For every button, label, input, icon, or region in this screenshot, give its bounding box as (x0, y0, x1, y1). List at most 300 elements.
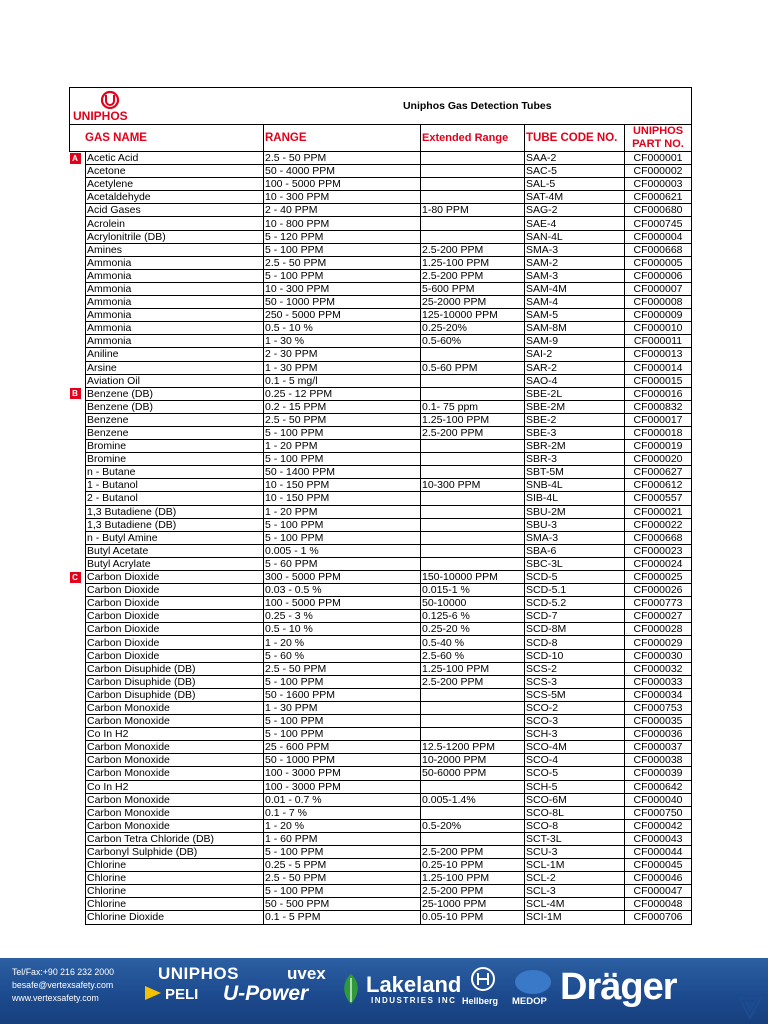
gas-name-cell: Acetone (86, 165, 264, 178)
extended-range-cell (421, 387, 525, 400)
tube-code-cell: SCT-3L (525, 832, 625, 845)
table-row (70, 793, 692, 806)
section-letter-cell (70, 806, 86, 819)
range-cell: 10 - 300 PPM (264, 282, 421, 295)
section-letter-cell (70, 309, 86, 322)
part-no-cell: CF000027 (625, 610, 692, 623)
header-gas-name: GAS NAME (70, 125, 264, 152)
table-row (70, 701, 692, 714)
gas-name-cell: Carbon Dioxide (86, 610, 264, 623)
tube-code-cell: SAM-8M (525, 322, 625, 335)
table-row (70, 322, 692, 335)
extended-range-cell (421, 466, 525, 479)
table-row (70, 911, 692, 924)
section-letter-cell (70, 688, 86, 701)
header-tube-code: TUBE CODE NO. (525, 125, 625, 152)
part-no-cell: CF000750 (625, 806, 692, 819)
section-letter-cell (70, 623, 86, 636)
part-no-cell: CF000026 (625, 584, 692, 597)
range-cell: 2 - 30 PPM (264, 348, 421, 361)
section-letter-cell (70, 859, 86, 872)
table-row (70, 872, 692, 885)
extended-range-cell: 50-6000 PPM (421, 767, 525, 780)
section-letter-cell (70, 269, 86, 282)
range-cell: 5 - 100 PPM (264, 728, 421, 741)
hellberg-logo-icon (470, 966, 496, 992)
section-letter-cell (70, 479, 86, 492)
uniphos-logo-icon (72, 90, 150, 122)
tube-code-cell: SCO-6M (525, 793, 625, 806)
range-cell: 0.5 - 10 % (264, 623, 421, 636)
gas-name-cell: Chlorine Dioxide (86, 911, 264, 924)
part-no-cell: CF000017 (625, 413, 692, 426)
extended-range-cell: 125-10000 PPM (421, 309, 525, 322)
tube-code-cell: SCD-5 (525, 571, 625, 584)
contact-email: besafe@vertexsafety.com (12, 980, 114, 990)
gas-name-cell: n - Butyl Amine (86, 531, 264, 544)
section-letter-cell (70, 204, 86, 217)
obur-logo-icon (515, 970, 551, 994)
section-letter-cell (70, 701, 86, 714)
section-letter-cell (70, 178, 86, 191)
gas-name-cell: 1 - Butanol (86, 479, 264, 492)
part-no-cell: CF000706 (625, 911, 692, 924)
tube-code-cell: SAM-4 (525, 296, 625, 309)
part-no-cell: CF000011 (625, 335, 692, 348)
range-cell: 5 - 100 PPM (264, 675, 421, 688)
tube-code-cell: SBA-6 (525, 544, 625, 557)
extended-range-cell (421, 780, 525, 793)
gas-name-cell: Carbon Monoxide (86, 754, 264, 767)
range-cell: 100 - 3000 PPM (264, 767, 421, 780)
gas-name-cell: Ammonia (86, 309, 264, 322)
range-cell: 1 - 60 PPM (264, 832, 421, 845)
tube-code-cell: SBU-3 (525, 518, 625, 531)
part-no-cell: CF000013 (625, 348, 692, 361)
tube-code-cell: SCS-2 (525, 662, 625, 675)
extended-range-cell (421, 492, 525, 505)
part-no-cell: CF000010 (625, 322, 692, 335)
table-row (70, 610, 692, 623)
part-no-cell: CF000004 (625, 230, 692, 243)
tube-code-cell: SAR-2 (525, 361, 625, 374)
gas-name-cell: Carbon Tetra Chloride (DB) (86, 832, 264, 845)
footer-banner (0, 958, 768, 1024)
extended-range-cell (421, 701, 525, 714)
section-letter-cell (70, 662, 86, 675)
section-letter-cell (70, 610, 86, 623)
extended-range-cell: 2.5-200 PPM (421, 845, 525, 858)
table-row (70, 374, 692, 387)
table-row (70, 282, 692, 295)
part-no-cell: CF000038 (625, 754, 692, 767)
extended-range-cell (421, 544, 525, 557)
gas-name-cell: Carbon Disuphide (DB) (86, 688, 264, 701)
section-letter-cell (70, 413, 86, 426)
part-no-cell: CF000043 (625, 832, 692, 845)
part-no-cell: CF000014 (625, 361, 692, 374)
section-letter-cell (70, 256, 86, 269)
table-row (70, 531, 692, 544)
extended-range-cell: 0.1- 75 ppm (421, 400, 525, 413)
logo-text: UNIPHOS (73, 109, 128, 122)
gas-name-cell: Benzene (86, 413, 264, 426)
part-no-cell: CF000040 (625, 793, 692, 806)
tube-code-cell: SCO-8L (525, 806, 625, 819)
section-letter-cell (70, 492, 86, 505)
table-row (70, 636, 692, 649)
gas-name-cell: Carbonyl Sulphide (DB) (86, 845, 264, 858)
table-row (70, 518, 692, 531)
extended-range-cell (421, 505, 525, 518)
brand-hellberg: Hellberg (462, 996, 499, 1006)
range-cell: 2.5 - 50 PPM (264, 152, 421, 165)
tube-code-cell: SCL-3 (525, 885, 625, 898)
section-letter-badge: C (70, 572, 81, 583)
range-cell: 50 - 1400 PPM (264, 466, 421, 479)
brand-peli: PELI (165, 986, 199, 1003)
section-letter-cell (70, 767, 86, 780)
extended-range-cell (421, 191, 525, 204)
table-row (70, 178, 692, 191)
section-letter-cell (70, 597, 86, 610)
gas-name-cell: Acid Gases (86, 204, 264, 217)
extended-range-cell (421, 832, 525, 845)
table-row (70, 296, 692, 309)
tube-code-cell: SAA-2 (525, 152, 625, 165)
contact-info (12, 966, 114, 1005)
tube-code-cell: SBU-2M (525, 505, 625, 518)
table-row (70, 453, 692, 466)
part-no-cell: CF000035 (625, 715, 692, 728)
extended-range-cell: 0.5-60% (421, 335, 525, 348)
part-no-cell: CF000048 (625, 898, 692, 911)
gas-name-cell: Chlorine (86, 872, 264, 885)
section-letter-cell (70, 282, 86, 295)
section-letter-cell (70, 230, 86, 243)
gas-name-cell: Butyl Acetate (86, 544, 264, 557)
section-letter-cell (70, 152, 86, 165)
range-cell: 2 - 40 PPM (264, 204, 421, 217)
tube-code-cell: SCI-1M (525, 911, 625, 924)
gas-name-cell: Acetic Acid (86, 152, 264, 165)
tube-code-cell: SAN-4L (525, 230, 625, 243)
range-cell: 2.5 - 50 PPM (264, 662, 421, 675)
section-letter-cell (70, 872, 86, 885)
gas-name-cell: Carbon Monoxide (86, 793, 264, 806)
gas-name-cell: Carbon Disuphide (DB) (86, 675, 264, 688)
part-no-cell: CF000024 (625, 557, 692, 570)
extended-range-cell (421, 152, 525, 165)
tube-code-cell: SCH-3 (525, 728, 625, 741)
range-cell: 5 - 100 PPM (264, 269, 421, 282)
part-no-cell: CF000030 (625, 649, 692, 662)
gas-name-cell: Benzene (86, 426, 264, 439)
section-letter-cell (70, 191, 86, 204)
tube-code-cell: SCO-4M (525, 741, 625, 754)
section-letter-cell (70, 400, 86, 413)
range-cell: 2.5 - 50 PPM (264, 413, 421, 426)
gas-name-cell: Chlorine (86, 898, 264, 911)
header-extended-range: Extended Range (421, 125, 525, 152)
extended-range-cell: 50-10000 (421, 597, 525, 610)
range-cell: 5 - 100 PPM (264, 845, 421, 858)
part-no-cell: CF000044 (625, 845, 692, 858)
contact-phone: Tel/Fax:+90 216 232 2000 (12, 967, 114, 977)
range-cell: 0.005 - 1 % (264, 544, 421, 557)
range-cell: 5 - 100 PPM (264, 243, 421, 256)
extended-range-cell (421, 178, 525, 191)
extended-range-cell: 0.25-20% (421, 322, 525, 335)
part-no-cell: CF000036 (625, 728, 692, 741)
gas-name-cell: Acrolein (86, 217, 264, 230)
table-row (70, 623, 692, 636)
range-cell: 5 - 60 % (264, 649, 421, 662)
table-row (70, 440, 692, 453)
extended-range-cell: 2.5-60 % (421, 649, 525, 662)
tube-code-cell: SCU-3 (525, 845, 625, 858)
extended-range-cell (421, 806, 525, 819)
table-row (70, 505, 692, 518)
section-letter-cell (70, 505, 86, 518)
gas-name-cell: Butyl Acrylate (86, 557, 264, 570)
gas-name-cell: Carbon Monoxide (86, 701, 264, 714)
section-letter-cell (70, 387, 86, 400)
section-letter-cell (70, 819, 86, 832)
section-letter-cell (70, 322, 86, 335)
table-row (70, 152, 692, 165)
table-row (70, 898, 692, 911)
tube-code-cell: SCO-4 (525, 754, 625, 767)
part-no-cell: CF000037 (625, 741, 692, 754)
tube-code-cell: SIB-4L (525, 492, 625, 505)
tube-code-cell: SBT-5M (525, 466, 625, 479)
section-letter-cell (70, 348, 86, 361)
section-letter-cell (70, 531, 86, 544)
extended-range-cell (421, 557, 525, 570)
brand-medop: MEDOP (512, 996, 547, 1007)
table-row (70, 728, 692, 741)
range-cell: 2.5 - 50 PPM (264, 256, 421, 269)
range-cell: 50 - 500 PPM (264, 898, 421, 911)
part-no-cell: CF000047 (625, 885, 692, 898)
range-cell: 0.1 - 5 mg/l (264, 374, 421, 387)
part-no-cell: CF000020 (625, 453, 692, 466)
range-cell: 1 - 20 % (264, 636, 421, 649)
range-cell: 10 - 150 PPM (264, 479, 421, 492)
vertex-logo-icon (737, 994, 763, 1020)
brand-lakeland: Lakeland (366, 972, 462, 997)
part-no-cell: CF000033 (625, 675, 692, 688)
part-no-cell: CF000028 (625, 623, 692, 636)
section-letter-cell (70, 675, 86, 688)
section-letter-cell (70, 845, 86, 858)
gas-name-cell: Carbon Monoxide (86, 806, 264, 819)
tube-code-cell: SAM-5 (525, 309, 625, 322)
part-no-cell: CF000668 (625, 531, 692, 544)
part-no-cell: CF000745 (625, 217, 692, 230)
extended-range-cell: 0.015-1 % (421, 584, 525, 597)
part-no-cell: CF000008 (625, 296, 692, 309)
part-no-cell: CF000021 (625, 505, 692, 518)
extended-range-cell (421, 531, 525, 544)
range-cell: 10 - 800 PPM (264, 217, 421, 230)
section-letter-cell (70, 361, 86, 374)
range-cell: 5 - 100 PPM (264, 518, 421, 531)
gas-name-cell: Carbon Dioxide (86, 649, 264, 662)
logo-cell (70, 88, 264, 125)
section-letter-cell (70, 649, 86, 662)
part-no-cell: CF000003 (625, 178, 692, 191)
extended-range-cell (421, 440, 525, 453)
section-letter-cell (70, 571, 86, 584)
table-row (70, 243, 692, 256)
range-cell: 10 - 150 PPM (264, 492, 421, 505)
range-cell: 0.1 - 7 % (264, 806, 421, 819)
table-row (70, 269, 692, 282)
table-row (70, 662, 692, 675)
gas-name-cell: Amines (86, 243, 264, 256)
part-no-cell: CF000832 (625, 400, 692, 413)
tube-code-cell: SAG-2 (525, 204, 625, 217)
part-no-cell: CF000015 (625, 374, 692, 387)
tube-code-cell: SBE-2L (525, 387, 625, 400)
gas-name-cell: Co In H2 (86, 780, 264, 793)
gas-name-cell: Ammonia (86, 282, 264, 295)
tube-code-cell: SAC-5 (525, 165, 625, 178)
range-cell: 100 - 5000 PPM (264, 597, 421, 610)
part-no-cell: CF000773 (625, 597, 692, 610)
section-letter-cell (70, 741, 86, 754)
table-row (70, 859, 692, 872)
extended-range-cell (421, 518, 525, 531)
table-row (70, 361, 692, 374)
tube-code-cell: SCL-1M (525, 859, 625, 872)
part-no-cell: CF000025 (625, 571, 692, 584)
tube-code-cell: SCD-10 (525, 649, 625, 662)
part-no-cell: CF000005 (625, 256, 692, 269)
extended-range-cell: 1-80 PPM (421, 204, 525, 217)
brand-industries: INDUSTRIES INC (371, 996, 457, 1005)
tube-code-cell: SNB-4L (525, 479, 625, 492)
gas-name-cell: Ammonia (86, 322, 264, 335)
section-letter-cell (70, 165, 86, 178)
tube-code-cell: SBC-3L (525, 557, 625, 570)
tube-code-cell: SCD-8M (525, 623, 625, 636)
section-letter-cell (70, 780, 86, 793)
range-cell: 5 - 100 PPM (264, 453, 421, 466)
range-cell: 5 - 100 PPM (264, 426, 421, 439)
tube-code-cell: SBR-3 (525, 453, 625, 466)
gas-name-cell: Acrylonitrile (DB) (86, 230, 264, 243)
table-row (70, 845, 692, 858)
part-no-cell: CF000612 (625, 479, 692, 492)
contact-website: www.vertexsafety.com (12, 993, 99, 1003)
brand-uniphos: UNIPHOS (158, 964, 239, 983)
table-row (70, 741, 692, 754)
extended-range-cell: 0.5-20% (421, 819, 525, 832)
gas-name-cell: Carbon Dioxide (86, 571, 264, 584)
gas-name-cell: 1,3 Butadiene (DB) (86, 518, 264, 531)
gas-name-cell: Ammonia (86, 335, 264, 348)
tube-code-cell: SAO-4 (525, 374, 625, 387)
extended-range-cell: 12.5-1200 PPM (421, 741, 525, 754)
section-letter-cell (70, 898, 86, 911)
extended-range-cell (421, 217, 525, 230)
section-letter-cell (70, 335, 86, 348)
range-cell: 50 - 4000 PPM (264, 165, 421, 178)
extended-range-cell: 0.25-10 PPM (421, 859, 525, 872)
section-letter-cell (70, 518, 86, 531)
gas-name-cell: Benzene (DB) (86, 400, 264, 413)
gas-name-cell: Carbon Dioxide (86, 636, 264, 649)
range-cell: 10 - 300 PPM (264, 191, 421, 204)
tube-code-cell: SBE-3 (525, 426, 625, 439)
range-cell: 0.2 - 15 PPM (264, 400, 421, 413)
tube-code-cell: SCD-8 (525, 636, 625, 649)
range-cell: 25 - 600 PPM (264, 741, 421, 754)
brand-upower: U-Power (223, 982, 309, 1005)
range-cell: 5 - 100 PPM (264, 715, 421, 728)
part-no-cell: CF000045 (625, 859, 692, 872)
table-row (70, 309, 692, 322)
range-cell: 300 - 5000 PPM (264, 571, 421, 584)
section-letter-cell (70, 374, 86, 387)
extended-range-cell: 0.005-1.4% (421, 793, 525, 806)
header-range: RANGE (264, 125, 421, 152)
brand-drager: Dräger (560, 966, 677, 1008)
tube-code-cell: SCO-5 (525, 767, 625, 780)
table-row (70, 754, 692, 767)
extended-range-cell (421, 688, 525, 701)
header-part-no: UNIPHOS PART NO. (625, 125, 692, 152)
range-cell: 0.01 - 0.7 % (264, 793, 421, 806)
extended-range-cell: 150-10000 PPM (421, 571, 525, 584)
gas-name-cell: Aniline (86, 348, 264, 361)
range-cell: 5 - 100 PPM (264, 885, 421, 898)
table-row (70, 335, 692, 348)
table-row (70, 767, 692, 780)
tube-code-cell: SAM-9 (525, 335, 625, 348)
gas-name-cell: Carbon Monoxide (86, 715, 264, 728)
range-cell: 1 - 30 PPM (264, 701, 421, 714)
extended-range-cell (421, 165, 525, 178)
part-no-cell: CF000642 (625, 780, 692, 793)
table-row (70, 557, 692, 570)
leaf-icon (340, 974, 362, 1004)
section-letter-cell (70, 636, 86, 649)
part-no-cell: CF000001 (625, 152, 692, 165)
extended-range-cell: 1.25-100 PPM (421, 662, 525, 675)
section-letter-cell (70, 728, 86, 741)
table-row (70, 466, 692, 479)
gas-name-cell: Carbon Monoxide (86, 819, 264, 832)
range-cell: 1 - 30 PPM (264, 361, 421, 374)
section-letter-cell (70, 453, 86, 466)
section-letter-cell (70, 217, 86, 230)
extended-range-cell: 0.5-60 PPM (421, 361, 525, 374)
gas-name-cell: 1,3 Butadiene (DB) (86, 505, 264, 518)
document-title: Uniphos Gas Detection Tubes (264, 88, 692, 125)
table-row (70, 584, 692, 597)
table-row (70, 400, 692, 413)
tube-code-cell: SBE-2 (525, 413, 625, 426)
table-row (70, 675, 692, 688)
gas-name-cell: Chlorine (86, 859, 264, 872)
table-row (70, 571, 692, 584)
gas-name-cell: Ammonia (86, 269, 264, 282)
part-no-cell: CF000019 (625, 440, 692, 453)
